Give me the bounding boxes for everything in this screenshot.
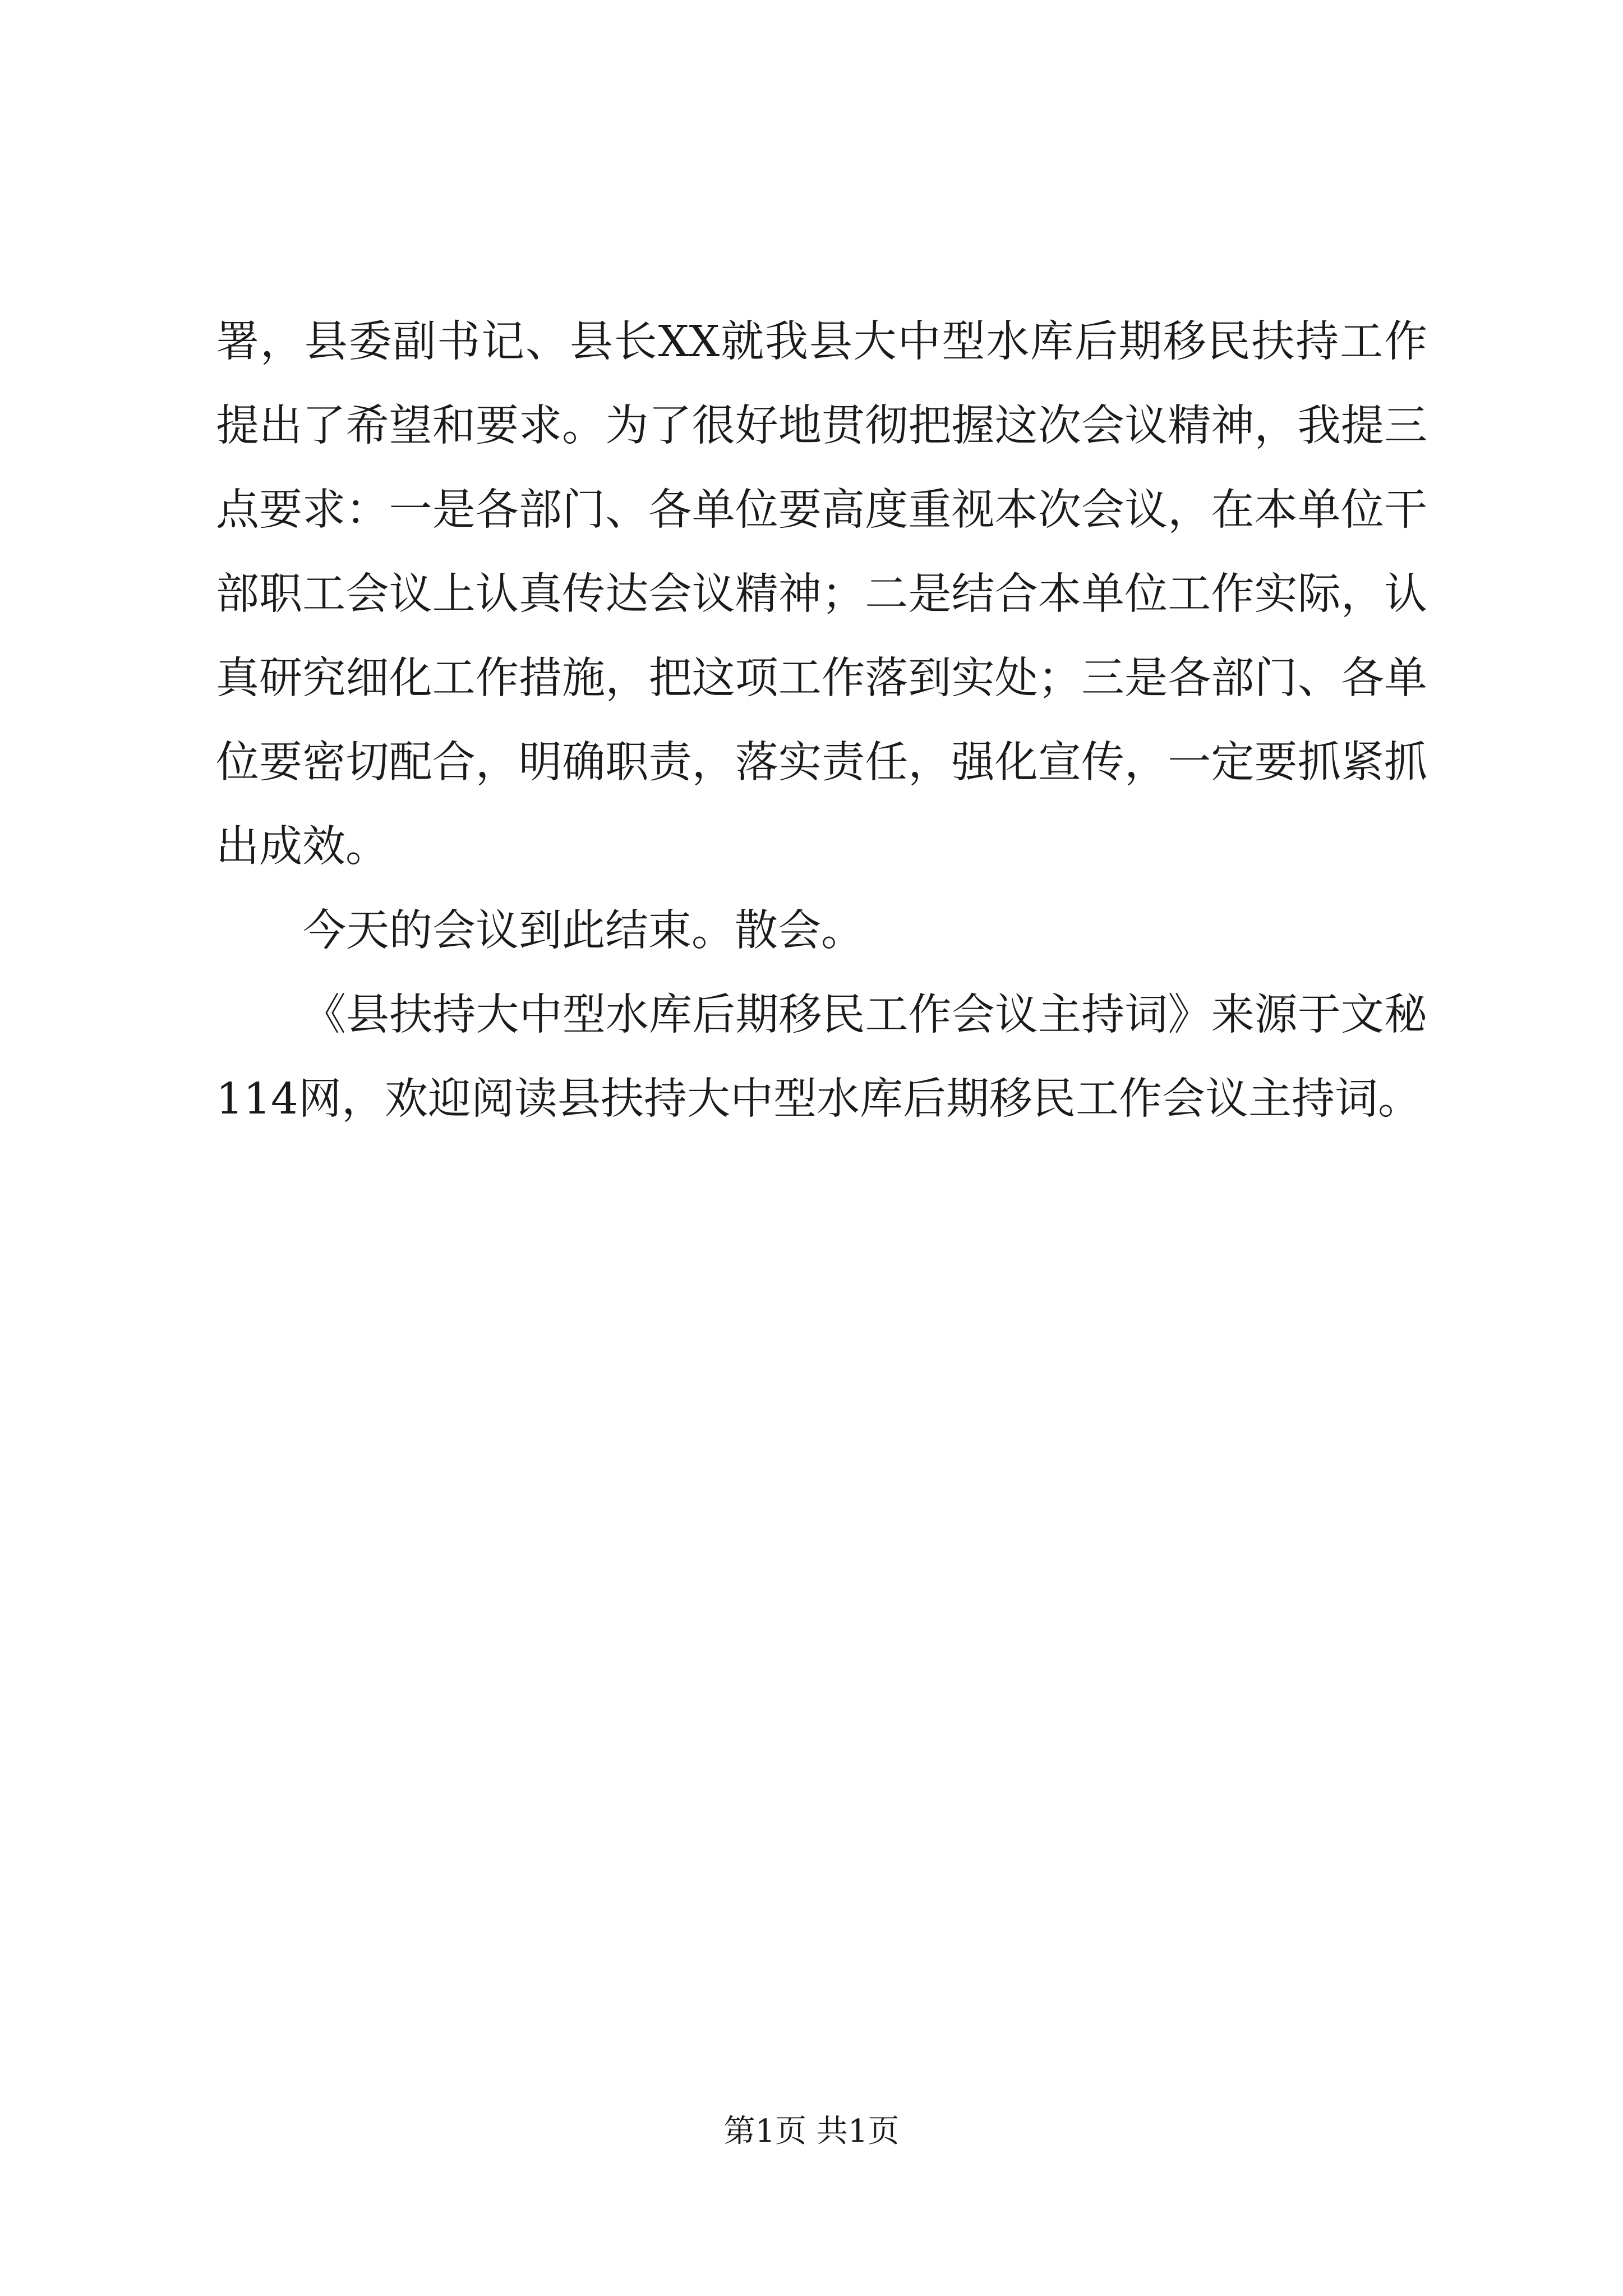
text-line: 署，县委副书记、县长XX就我县大中型水库后期移民扶持工作	[216, 317, 1427, 367]
text-line: 114网，欢迎阅读县扶持大中型水库后期移民工作会议主持词。	[216, 1074, 1421, 1124]
page-number-label: 第1页 共1页	[723, 2113, 900, 2150]
text-line: 点要求：一是各部门、各单位要高度重视本次会议，在本单位干	[216, 485, 1427, 535]
text-line: 《县扶持大中型水库后期移民工作会议主持词》来源于文秘	[303, 990, 1427, 1040]
document-body	[216, 300, 1427, 1142]
text-line: 提出了希望和要求。为了很好地贯彻把握这次会议精神，我提三	[216, 401, 1427, 451]
text-line: 今天的会议到此结束。散会。	[303, 906, 864, 956]
text-line: 部职工会议上认真传达会议精神；二是结合本单位工作实际，认	[216, 569, 1427, 619]
page-footer	[0, 2109, 1623, 2154]
text-line: 真研究细化工作措施，把这项工作落到实处；三是各部门、各单	[216, 654, 1427, 703]
text-line: 位要密切配合，明确职责，落实责任，强化宣传，一定要抓紧抓	[216, 738, 1427, 788]
text-line: 出成效。	[216, 822, 389, 872]
